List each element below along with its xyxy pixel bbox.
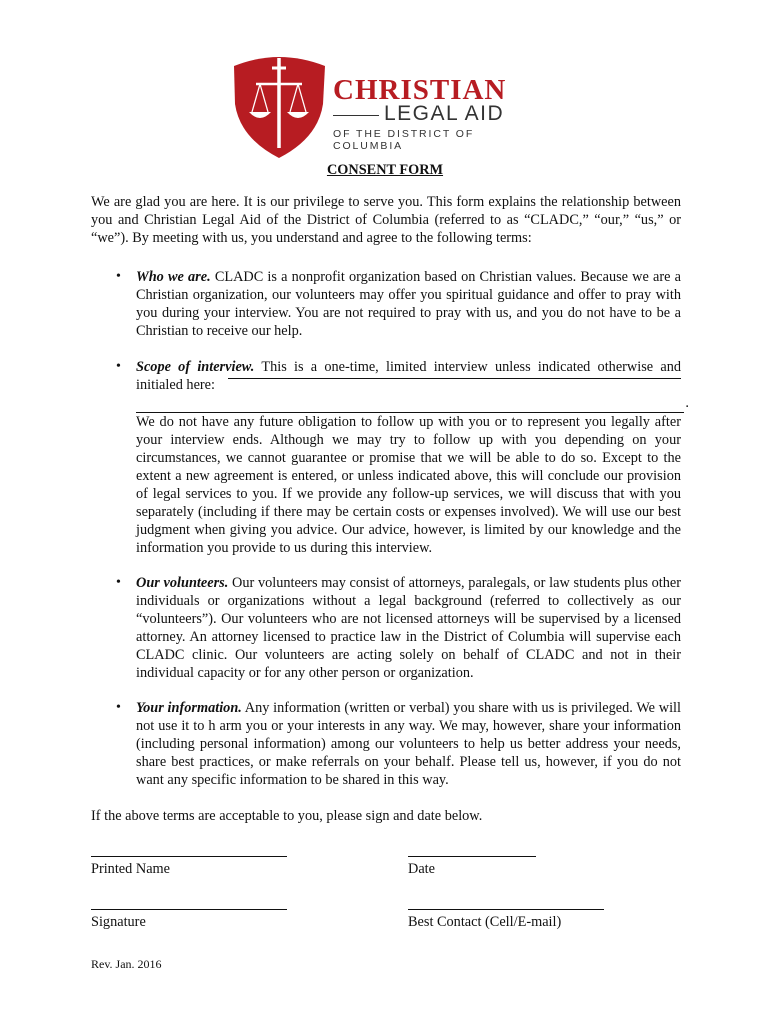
printed-name-label: Printed Name: [91, 861, 171, 877]
best-contact-label: Best Contact (Cell/E-mail): [408, 914, 562, 930]
term-text: Any information (written or verbal) you share with us is privileged. We will not use it to h arm you or your interests in any way. We may, however, share your information (including personal information) among our volunteers to help us better address your needs, share best practices, or make referrals on your behalf. Please tell us, however, if you do not want any specific information to be shared in this way.: [136, 700, 681, 788]
logo: [232, 52, 542, 162]
best-contact-field[interactable]: [408, 909, 604, 910]
logo-divider: [333, 115, 379, 116]
term-text: CLADC is a nonprofit organization based on Christian values. Because we are a Christian organization, our volunteers may offer you spiritual guidance and offer to pray with you during your interview. You are not required to pray with us, and you do not have to be a Christian to receive our help.: [136, 269, 681, 339]
term-heading: Your information.: [136, 700, 242, 716]
scope-details-field[interactable]: .: [136, 394, 684, 413]
intro-paragraph: We are glad you are here. It is our privilege to serve you. This form explains the relationship between you and Christian Legal Aid of the District of Columbia (referred to as “CLADC,” “our,” “us,” or “we”). By meeting with us, you understand and agree to the following terms:: [91, 194, 681, 246]
page-title: CONSENT FORM: [326, 162, 444, 178]
logo-title: CHRISTIAN: [333, 74, 507, 106]
logo-tagline: OF THE DISTRICT OF COLUMBIA: [333, 128, 475, 152]
date-field[interactable]: [408, 856, 536, 857]
date-label: Date: [408, 861, 435, 877]
revision-note: Rev. Jan. 2016: [91, 957, 162, 971]
scope-initial-field[interactable]: [228, 378, 681, 379]
term-heading: Our volunteers.: [136, 575, 229, 591]
term-heading: Who we are.: [136, 269, 211, 285]
signature-field[interactable]: [91, 909, 287, 910]
term-heading: Scope of interview.: [136, 359, 255, 375]
closing-text: If the above terms are acceptable to you, please sign and date below.: [91, 808, 483, 824]
printed-name-field[interactable]: [91, 856, 287, 857]
signature-label: Signature: [91, 914, 146, 930]
bullet-icon: •: [116, 700, 121, 715]
bullet-icon: •: [116, 575, 121, 590]
shield-scales-sword-icon: [232, 52, 327, 160]
bullet-icon: •: [116, 269, 121, 284]
logo-subtitle: LEGAL AID: [384, 102, 505, 125]
bullet-icon: •: [116, 359, 121, 374]
term-text: Our volunteers may consist of attorneys, paralegals, or law students plus other individuals or organizations without a legal background (referred to collectively as our “volunteers”). Our volunteers who are not licensed attorneys will be supervised by a licensed attorney. An attorney licensed to practice law in the District of Columbia will supervise each CLADC clinic. Our volunteers are acting solely on behalf of CLADC and not in their individual capacity or for any other person or organization.: [136, 575, 681, 681]
term-text: We do not have any future obligation to follow up with you or to represent you legally after your interview ends. Although we may try to follow up with you depending on your circumstances, we cannot guarantee or promise that we will be able to do so. Except to the extent a new agreement is entered, or unless indicated above, this will conclude our provision of legal services to you. If we provide any follow-up services, we will discuss that with you separately (including if there may be certain costs or expenses involved). We will use our best judgment when giving you advice. Our advice, however, is limited by our knowledge and the information you provide to us during this interview.: [136, 414, 681, 556]
term-text: This is a one-time, limited interview unless indicated otherwise and initialed here:: [136, 359, 682, 393]
